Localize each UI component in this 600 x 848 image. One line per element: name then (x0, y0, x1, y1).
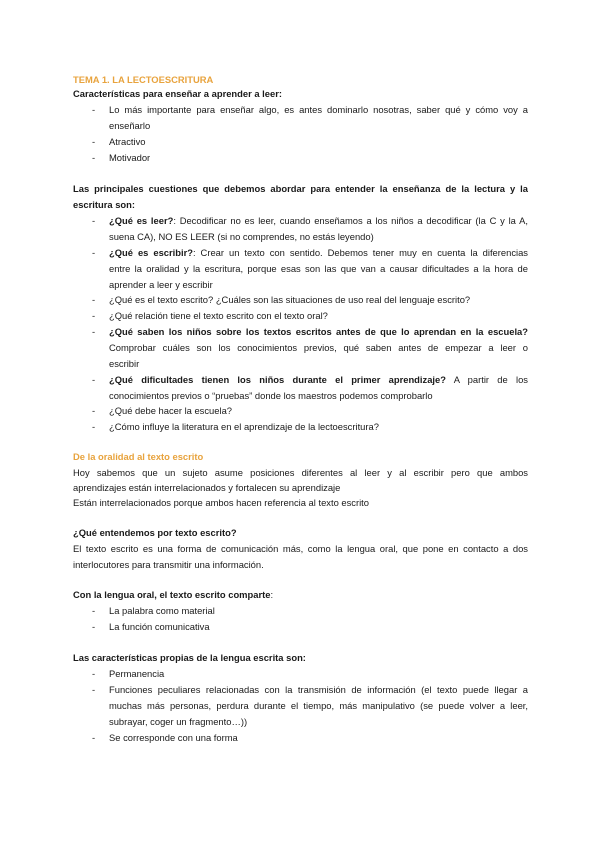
list-item: Atractivo (109, 136, 146, 147)
section-heading-characteristics: Características para enseñar a aprender a leer: (73, 88, 282, 99)
list-item (109, 374, 528, 386)
list-item (109, 215, 528, 227)
paragraph-line: Hoy sabemos que un sujeto asume posiciones diferentes al leer y al escribir pero que ambos (73, 467, 528, 478)
bullet-dash: - (92, 294, 96, 305)
section-heading-features: Las características propias de la lengua escrita son: (73, 652, 306, 663)
list-item: Permanencia (109, 668, 165, 679)
paragraph-line: Están interrelacionados porque ambos hacen referencia al texto escrito (73, 497, 370, 508)
paragraph-line: El texto escrito es una forma de comunicación más, como la lengua oral, que pone en contacto a dos (73, 543, 528, 554)
list-item: Funciones peculiares relacionadas con la transmisión de información (el texto puede llegar a (109, 684, 528, 695)
list-item: ¿Qué relación tiene el texto escrito con el texto oral? (109, 310, 328, 321)
bullet-dash: - (92, 605, 96, 616)
section-heading-questions-cont: escritura son: (73, 199, 135, 210)
list-item-continuation: suena CA), NO ES LEER (si no comprendes, no estás leyendo) (109, 231, 374, 242)
section-heading-questions: Las principales cuestiones que debemos abordar para entender la enseñanza de la lectura y la (73, 183, 528, 194)
list-item: ¿Qué saben los niños sobre los textos escritos antes de que lo aprendan en la escuela? (109, 326, 528, 337)
bullet-dash: - (92, 684, 96, 695)
list-item-continuation: conocimientos previos o “pruebas” donde los maestros podemos comprobarlo (109, 390, 433, 401)
bullet-dash: - (92, 310, 96, 321)
question-bold: ¿Qué es escribir? (109, 247, 193, 258)
list-item-continuation: escribir (109, 358, 140, 369)
list-item-continuation: aprender a leer y escribir (109, 279, 213, 290)
paragraph-line: aprendizajes están interrelacionados y fortalecen su aprendizaje (73, 482, 341, 493)
list-item: La palabra como material (109, 605, 215, 616)
question-bold: ¿Qué dificultades tienen los niños durante el primer aprendizaje? (109, 374, 446, 385)
list-item-continuation: entre la oralidad y la escritura, porque esas son las que van a causar dificultades a la hora de (109, 263, 528, 274)
list-item: Lo más importante para enseñar algo, es antes dominarlo nosotras, saber qué y cómo voy a (109, 104, 528, 115)
list-item (109, 247, 528, 259)
heading-colon: : (270, 589, 274, 600)
list-item: ¿Cómo influye la literatura en el aprendizaje de la lectoescritura? (109, 421, 379, 432)
bullet-dash: - (92, 732, 96, 743)
bullet-dash: - (92, 136, 96, 147)
bullet-dash: - (92, 104, 96, 115)
question-answer: A partir de los (445, 374, 528, 385)
bullet-dash: - (92, 668, 96, 679)
bullet-dash: - (92, 621, 96, 632)
section-heading-written-text: ¿Qué entendemos por texto escrito? (73, 527, 237, 538)
list-item-continuation: enseñarlo (109, 120, 151, 131)
section-heading-orality: De la oralidad al texto escrito (73, 451, 204, 462)
bullet-dash: - (92, 215, 96, 226)
list-item: ¿Qué es el texto escrito? ¿Cuáles son las situaciones de uso real del lenguaje escrito? (109, 294, 471, 305)
paragraph-line: interlocutores para transmitir una información. (73, 559, 264, 570)
list-item-continuation: subrayar, coger un fragmento…)) (109, 716, 248, 727)
document-title: TEMA 1. LA LECTOESCRITURA (73, 74, 214, 85)
bullet-dash: - (92, 152, 96, 163)
list-item-continuation: muchas más personas, perdura durante el tiempo, más manipulativo (se puede volver a leer, (109, 700, 528, 711)
bullet-dash: - (92, 374, 96, 385)
bullet-dash: - (92, 405, 96, 416)
bullet-dash: - (92, 326, 96, 337)
list-item-continuation: Comprobar cuáles son los conocimientos previos, qué saben antes de empezar a leer o (109, 342, 528, 353)
bullet-dash: - (92, 247, 96, 258)
section-heading-shares (73, 589, 528, 601)
section-heading-shares-text: Con la lengua oral, el texto escrito comparte (73, 589, 271, 600)
question-bold: ¿Qué es leer? (109, 215, 174, 226)
bullet-dash: - (92, 421, 96, 432)
list-item: Se corresponde con una forma (109, 732, 238, 743)
list-item: ¿Qué debe hacer la escuela? (109, 405, 232, 416)
list-item: Motivador (109, 152, 151, 163)
question-answer: : Decodificar no es leer, cuando enseñamos a los niños a decodificar (la C y la A, (173, 215, 528, 226)
question-answer: : Crear un texto con sentido. Debemos tener muy en cuenta la diferencias (192, 247, 528, 258)
list-item: La función comunicativa (109, 621, 210, 632)
